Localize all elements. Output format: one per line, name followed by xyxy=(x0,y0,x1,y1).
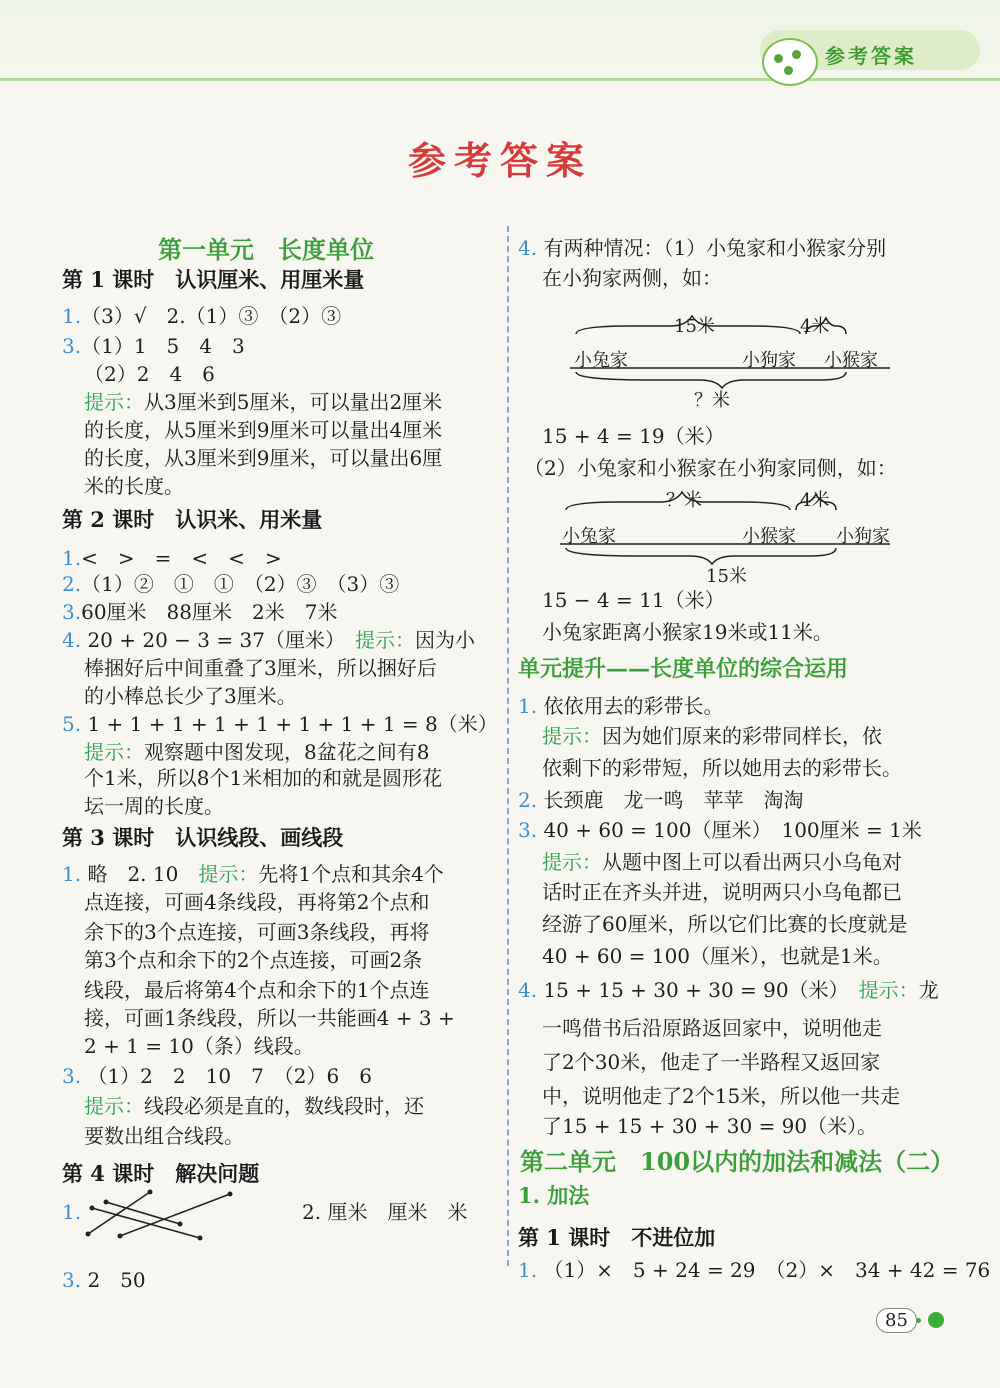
l1-tip-line: 的长度，从5厘米到9厘米可以量出4厘米 xyxy=(84,418,443,442)
l1-q3: 3.（1）1 5 4 3 xyxy=(62,334,245,358)
l4-q3: 3. 2 50 xyxy=(62,1268,146,1292)
l1-tip: 提示：从3厘米到5厘米，可以量出2厘米 xyxy=(84,390,443,414)
l3-line: 余下的3个点连接，可画3条线段，再将 xyxy=(84,920,430,944)
fig1-place-rabbit: 小兔家 xyxy=(574,350,628,371)
s4-line: 了15 + 15 + 30 + 30 = 90（米）。 xyxy=(542,1114,878,1138)
l2-q2: 2.（1）② ① ① （2）③ （3）③ xyxy=(62,572,400,596)
case2: （2）小兔家和小猴家在小狗家同侧，如： xyxy=(524,456,897,480)
fig1-place-dog: 小狗家 xyxy=(742,350,796,371)
s1-tip: 提示：因为她们原来的彩带同样长，依 xyxy=(542,724,882,748)
s4: 4. 15 + 15 + 30 + 30 = 90（米） 提示：龙 xyxy=(518,978,939,1002)
l3-line: 接，可画1条线段，所以一共能画4 + 3 + xyxy=(84,1006,455,1030)
fig2-place-monkey: 小猴家 xyxy=(742,526,796,547)
l2-q5: 5. 1 + 1 + 1 + 1 + 1 + 1 + 1 + 1 = 8（米） xyxy=(62,712,498,736)
l1-tip-line: 米的长度。 xyxy=(84,474,184,498)
l4-q1-number: 1. xyxy=(62,1200,82,1224)
q4-intro-line: 在小狗家两侧，如： xyxy=(542,266,722,290)
fig2-bottom: 15米 xyxy=(706,566,747,587)
line-segment-diagram xyxy=(80,1186,250,1248)
unit2-title: 第二单元 100以内的加法和减法（二） xyxy=(520,1147,955,1176)
s4-line: 一鸣借书后沿原路返回家中，说明他走 xyxy=(542,1016,882,1040)
column-divider xyxy=(507,226,509,1266)
l2-q3: 3.60厘米 88厘米 2米 7米 xyxy=(62,600,338,624)
s3-tip-line: 40 + 60 = 100（厘米），也就是1米。 xyxy=(542,944,893,968)
l3-q1: 1. 略 2. 10 提示：先将1个点和其余4个 xyxy=(62,862,444,886)
unit2-lesson1-title: 第 1 课时 不进位加 xyxy=(518,1225,716,1250)
s2: 2. 长颈鹿 龙一鸣 苹苹 淘淘 xyxy=(518,788,804,812)
l2-q5-line: 个1米，所以8个1米相加的和就是圆形花 xyxy=(84,766,443,790)
fig2-top-b: 4米 xyxy=(800,490,830,511)
s3-tip-line: 话时正在齐头并进，说明两只小乌龟都已 xyxy=(542,880,902,904)
q4-intro: 4. 有两种情况：（1）小兔家和小猴家分别 xyxy=(518,236,887,260)
l1-q3b: （2）2 4 6 xyxy=(84,362,215,386)
l3-q3-line: 要数出组合线段。 xyxy=(84,1124,244,1148)
s3-tip: 提示：从题中图上可以看出两只小乌龟对 xyxy=(542,850,902,874)
eq2: 15 − 4 = 11（米） xyxy=(542,588,725,612)
page-number: 85 xyxy=(876,1308,917,1333)
s1: 1. 依依用去的彩带长。 xyxy=(518,694,724,718)
fig2-place-rabbit: 小兔家 xyxy=(562,526,616,547)
l2-q4-line: 的小棒总长少了3厘米。 xyxy=(84,684,297,708)
lesson2-title: 第 2 课时 认识米、用米量 xyxy=(62,507,323,532)
unit2-subtitle: 1. 加法 xyxy=(518,1183,590,1208)
fig1-top-b: 4米 xyxy=(800,316,830,337)
s3: 3. 40 + 60 = 100（厘米） 100厘米 = 1米 xyxy=(518,818,922,842)
l2-q5-tip: 提示：观察题中图发现，8盆花之间有8 xyxy=(84,740,430,764)
l4-q2: 2. 厘米 厘米 米 xyxy=(302,1200,468,1224)
dot-icon xyxy=(916,1318,921,1323)
section-title: 单元提升——长度单位的综合运用 xyxy=(518,656,849,682)
fig1-bottom: ？米 xyxy=(694,390,730,411)
eq1: 15 + 4 = 19（米） xyxy=(542,424,725,448)
header-rule xyxy=(0,78,1000,81)
unit1-title: 第一单元 长度单位 xyxy=(158,235,374,264)
fig1-top-a: 15米 xyxy=(674,316,715,337)
lesson3-title: 第 3 课时 认识线段、画线段 xyxy=(62,825,344,850)
l1-q1: 1.（3）√ 2.（1）③ （2）③ xyxy=(62,304,342,328)
l3-line: 线段，最后将第4个点和余下的1个点连 xyxy=(84,978,430,1002)
dot-icon xyxy=(928,1312,944,1328)
header-title: 参考答案 xyxy=(825,44,917,68)
l2-q1: 1.< > = < < > xyxy=(62,546,282,570)
page-title: 参考答案 xyxy=(407,138,592,183)
l3-q3: 3. （1）2 2 10 7 （2）6 6 xyxy=(62,1064,372,1088)
fig1-place-monkey: 小猴家 xyxy=(824,350,878,371)
l2-q5-line: 坛一周的长度。 xyxy=(84,794,224,818)
l3-line: 第3个点和余下的2个点连接，可画2条 xyxy=(84,948,423,972)
soccer-ball-icon xyxy=(762,38,818,86)
s4-line: 中，说明他走了2个15米，所以他一共走 xyxy=(542,1084,901,1108)
l2-q4-line: 棒捆好后中间重叠了3厘米，所以捆好后 xyxy=(84,656,437,680)
l3-line: 点连接，可画4条线段，再将第2个点和 xyxy=(84,890,430,914)
l1-tip-line: 的长度，从3厘米到9厘米，可以量出6厘 xyxy=(84,446,443,470)
conclusion: 小兔家距离小猴家19米或11米。 xyxy=(542,620,833,644)
u2-q1: 1. （1）× 5 + 24 = 29 （2）× 34 + 42 = 76 xyxy=(518,1258,991,1282)
lesson1-title: 第 1 课时 认识厘米、用厘米量 xyxy=(62,267,365,292)
lesson4-title: 第 4 课时 解决问题 xyxy=(62,1161,260,1186)
s4-line: 了2个30米，他走了一半路程又返回家 xyxy=(542,1050,881,1074)
s3-tip-line: 经游了60厘米，所以它们比赛的长度就是 xyxy=(542,912,908,936)
s1-tip-line: 依剩下的彩带短，所以她用去的彩带长。 xyxy=(542,756,902,780)
fig2-top-a: ？米 xyxy=(666,490,702,511)
l3-line: 2 + 1 = 10（条）线段。 xyxy=(84,1034,314,1058)
fig2-place-dog: 小狗家 xyxy=(836,526,890,547)
l2-q4: 4. 20 + 20 − 3 = 37（厘米） 提示：因为小 xyxy=(62,628,475,652)
l3-q3-tip: 提示：线段必须是直的，数线段时，还 xyxy=(84,1094,424,1118)
